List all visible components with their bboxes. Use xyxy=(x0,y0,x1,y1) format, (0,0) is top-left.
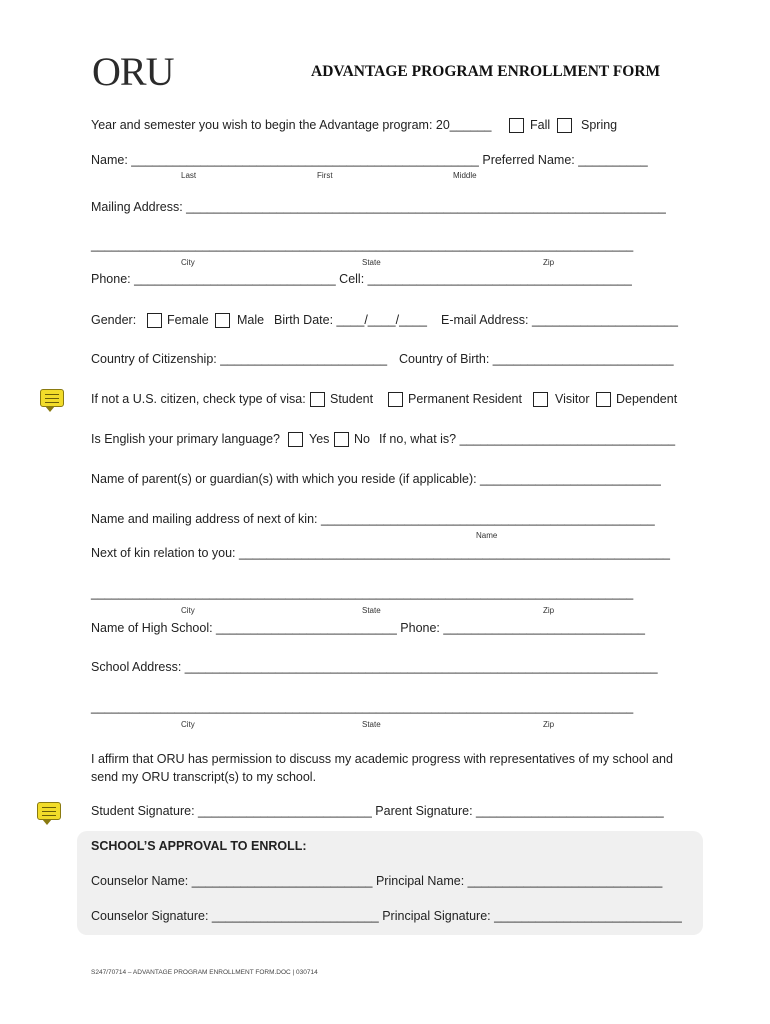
counselor-principal-name-field[interactable]: Counselor Name: __________________________ Principal Name: ____________________________ xyxy=(91,874,663,888)
mailing-address-field[interactable]: Mailing Address: _____________________________________________________________________ xyxy=(91,200,666,214)
female-checkbox[interactable] xyxy=(147,313,162,328)
country-birth-field[interactable]: Country of Birth: __________________________ xyxy=(399,352,674,366)
affirmation-text-line1: I affirm that ORU has permission to discuss my academic progress with representatives of my school and xyxy=(91,752,673,766)
student-visa-checkbox[interactable] xyxy=(310,392,325,407)
counselor-principal-signature-field[interactable]: Counselor Signature: ________________________ Principal Signature: ___________________________ xyxy=(91,909,682,923)
middle-caption: Middle xyxy=(453,171,477,180)
english-no-checkbox[interactable] xyxy=(334,432,349,447)
kin-zip-caption: Zip xyxy=(543,606,555,615)
kin-relation-field[interactable]: Next of kin relation to you: ______________________________________________________________ xyxy=(91,546,671,560)
school-address-field[interactable]: School Address: ____________________________________________________________________ xyxy=(91,660,658,674)
form-title: ADVANTAGE PROGRAM ENROLLMENT FORM xyxy=(311,63,661,80)
country-citizenship-field[interactable]: Country of Citizenship: ________________________ xyxy=(91,352,388,366)
comment-note-icon-2[interactable] xyxy=(37,802,61,820)
kin-name-caption: Name xyxy=(476,531,498,540)
fall-checkbox[interactable] xyxy=(509,118,524,133)
visitor-visa-checkbox[interactable] xyxy=(533,392,548,407)
affirmation-text-line2: send my ORU transcript(s) to my school. xyxy=(91,770,317,784)
fall-label: Fall xyxy=(530,118,551,132)
parent-guardian-field[interactable]: Name of parent(s) or guardian(s) with which you reside (if applicable): __________________________ xyxy=(91,472,661,486)
permanent-resident-checkbox[interactable] xyxy=(388,392,403,407)
mailing-address-line2[interactable]: ______________________________________________________________________________ xyxy=(91,238,634,252)
phone-cell-field[interactable]: Phone: _____________________________ Cell: ______________________________________ xyxy=(91,272,632,286)
next-of-kin-field[interactable]: Name and mailing address of next of kin: ________________________________________________ xyxy=(91,512,655,526)
primary-language-field[interactable]: If no, what is? _______________________________ xyxy=(379,432,676,446)
male-checkbox[interactable] xyxy=(215,313,230,328)
visitor-visa-label: Visitor xyxy=(555,392,590,406)
approval-heading: SCHOOL’S APPROVAL TO ENROLL: xyxy=(91,839,307,853)
year-semester-label[interactable]: Year and semester you wish to begin the Advantage program: 20______ xyxy=(91,118,492,132)
high-school-field[interactable]: Name of High School: __________________________ Phone: _____________________________ xyxy=(91,621,645,635)
dependent-visa-label: Dependent xyxy=(616,392,678,406)
gender-label: Gender: xyxy=(91,313,137,327)
english-yes-label: Yes xyxy=(309,432,330,446)
male-label: Male xyxy=(237,313,265,327)
document-footer: S247/70714 – ADVANTAGE PROGRAM ENROLLMENT FORM.DOC | 030714 xyxy=(91,969,318,976)
kin-city-caption: City xyxy=(181,606,195,615)
english-no-label: No xyxy=(354,432,370,446)
last-caption: Last xyxy=(181,171,197,180)
school-city-caption: City xyxy=(181,720,195,729)
kin-address-line[interactable]: ______________________________________________________________________________ xyxy=(91,586,634,600)
english-primary-label: Is English your primary language? xyxy=(91,432,280,446)
dependent-visa-checkbox[interactable] xyxy=(596,392,611,407)
kin-state-caption: State xyxy=(362,606,381,615)
name-field[interactable]: Name: __________________________________________________ Preferred Name: __________ xyxy=(91,153,648,167)
birth-date-field[interactable]: Birth Date: ____/____/____ xyxy=(274,313,427,327)
school-address-line[interactable]: ______________________________________________________________________________ xyxy=(91,700,634,714)
visa-type-label: If not a U.S. citizen, check type of visa: xyxy=(91,392,306,406)
school-zip-caption: Zip xyxy=(543,720,555,729)
oru-logo: ORU xyxy=(92,49,174,94)
spring-label: Spring xyxy=(581,118,618,132)
email-field[interactable]: E-mail Address: _____________________ xyxy=(441,313,678,327)
signatures-field[interactable]: Student Signature: _________________________ Parent Signature: ___________________________ xyxy=(91,804,664,818)
student-visa-label: Student xyxy=(330,392,374,406)
comment-note-icon[interactable] xyxy=(40,389,64,407)
city-caption: City xyxy=(181,258,195,267)
spring-checkbox[interactable] xyxy=(557,118,572,133)
zip-caption: Zip xyxy=(543,258,555,267)
female-label: Female xyxy=(167,313,209,327)
school-state-caption: State xyxy=(362,720,381,729)
state-caption: State xyxy=(362,258,381,267)
permanent-resident-label: Permanent Resident xyxy=(408,392,522,406)
english-yes-checkbox[interactable] xyxy=(288,432,303,447)
first-caption: First xyxy=(317,171,333,180)
